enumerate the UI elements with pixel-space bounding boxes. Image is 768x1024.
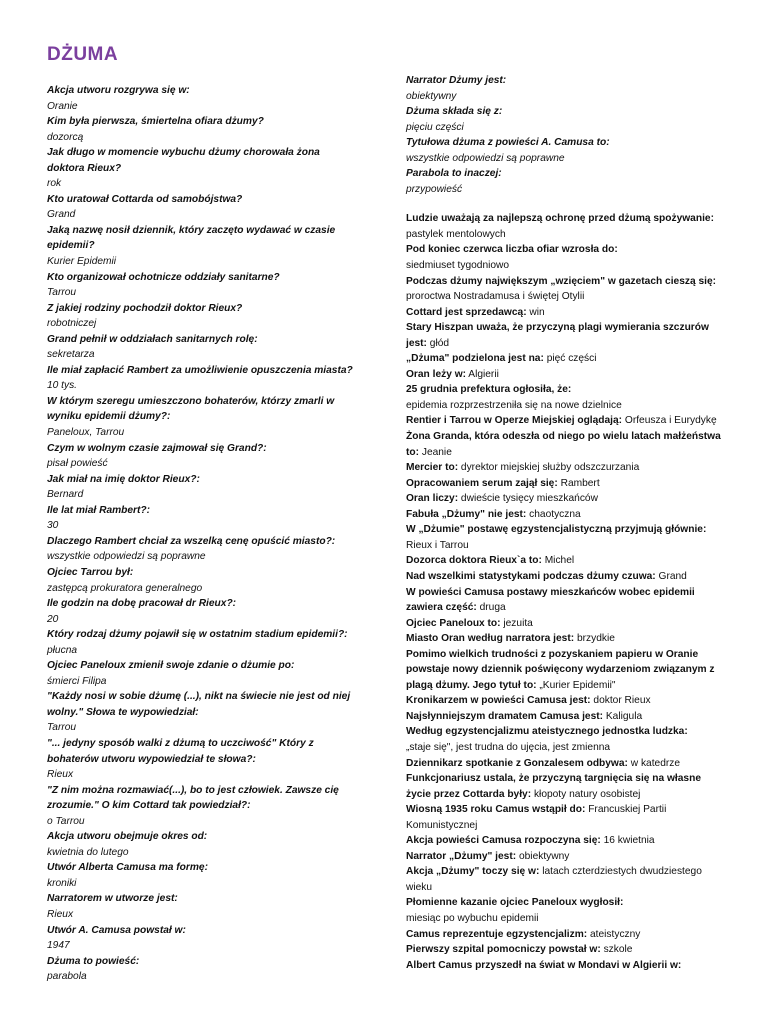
question: Ojciec Paneloux to:	[406, 617, 501, 629]
answer: chaotyczna	[526, 508, 581, 520]
question: W powieści Camusa postawy mieszkańców wobec epidemii zawiera część:	[406, 586, 695, 614]
answer: wszystkie odpowiedzi są poprawne	[406, 152, 565, 164]
answer: jezuita	[500, 617, 533, 629]
question: „Dżuma" podzielona jest na:	[406, 353, 544, 365]
question: Narratorem w utworze jest:	[47, 893, 178, 905]
qa-line	[406, 351, 726, 367]
answer: Oranie	[47, 100, 78, 112]
right-bottom-section	[406, 211, 726, 973]
answer: „Kurier Epidemii"	[536, 679, 616, 691]
answer: 10 tys.	[47, 380, 78, 392]
answer: pastylek mentolowych	[406, 228, 506, 240]
answer: sekretarza	[47, 349, 95, 361]
answer: 30	[47, 520, 59, 532]
answer: siedmiuset tygodniowo	[406, 260, 510, 272]
question: Ojciec Tarrou był:	[47, 566, 134, 578]
qa-line	[406, 367, 726, 383]
question: Stary Hiszpan uważa, że przyczyną plagi wymierania szczurów jest:	[406, 322, 709, 349]
qa-line	[406, 927, 726, 943]
question: Jaką nazwę nosił dziennik, który zaczęto wydawać w czasie epidemii?	[47, 224, 336, 252]
qa-line	[406, 522, 726, 553]
qa-line	[406, 942, 726, 958]
answer: Michel	[541, 555, 575, 567]
answer: parabola	[47, 971, 87, 983]
qa-line	[406, 864, 726, 895]
qa-line	[406, 460, 726, 476]
question: Kto uratował Cottarda od samobójstwa?	[47, 193, 243, 205]
question: Dlaczego Rambert chciał za wszelką cenę opuścić miasto?:	[47, 535, 336, 547]
answer: szkole	[600, 944, 633, 956]
question: Dziennikarz spotkanie z Gonzalesem odbywa:	[406, 757, 628, 769]
answer: „staje się", jest trudna do ujęcia, jest zmienna	[406, 741, 611, 753]
answer: brzydkie	[574, 633, 615, 645]
answer: płucna	[47, 644, 78, 656]
qa-line	[406, 491, 726, 507]
answer: głód	[426, 337, 450, 349]
question: Ile miał zapłacić Rambert za umożliwienie opuszczenia miasta?	[47, 364, 353, 376]
question: Jak długo w momencie wybuchu dżumy chorowała żona doktora Rieux?	[47, 147, 320, 174]
answer: Orfeusza i Eurydykę	[622, 415, 717, 427]
question: Mercier to:	[406, 462, 459, 474]
qa-line	[406, 382, 726, 413]
answer: doktor Rieux	[590, 695, 651, 707]
answer: przypowieść	[406, 183, 463, 195]
answer: kroniki	[47, 877, 77, 889]
answer: zastępcą prokuratora generalnego	[47, 582, 203, 594]
answer: obiektywny	[516, 850, 570, 862]
question: Jak miał na imię doktor Rieux?:	[47, 473, 200, 485]
answer: latach czterdziestych dwudziestego wieku	[406, 866, 702, 893]
question: Albert Camus przyszedł na świat w Mondavi w Algierii w:	[406, 959, 682, 971]
question: Fabuła „Dżumy" nie jest:	[406, 508, 527, 520]
answer: obiektywny	[406, 90, 457, 102]
qa-line	[406, 849, 726, 865]
answer: Kurier Epidemii	[47, 256, 117, 268]
question: Według egzystencjalizmu ateistycznego jednostka ludzka:	[406, 726, 688, 738]
qa-line	[406, 569, 726, 585]
answer: Bernard	[47, 489, 84, 501]
question: Utwór A. Camusa powstał w:	[47, 924, 186, 936]
qa-line	[406, 724, 726, 755]
answer: dozorcą	[47, 131, 84, 143]
question: Rentier i Tarrou w Operze Miejskiej oglądają:	[406, 415, 623, 427]
question: Czym w wolnym czasie zajmował się Grand?:	[47, 442, 267, 454]
qa-line	[406, 429, 726, 460]
question: Wiosną 1935 roku Camus wstąpił do:	[406, 804, 586, 816]
answer: Paneloux, Tarrou	[47, 427, 125, 439]
section-gap	[406, 197, 726, 211]
qa-line	[406, 553, 726, 569]
answer: wszystkie odpowiedzi są poprawne	[47, 551, 206, 563]
question: Ile godzin na dobę pracował dr Rieux?:	[47, 598, 237, 610]
answer: o Tarrou	[47, 815, 85, 827]
answer: Kaligula	[603, 710, 643, 722]
qa-line	[406, 476, 726, 492]
qa-line	[406, 616, 726, 632]
qa-line	[406, 211, 726, 242]
question: Podczas dżumy największym „wzięciem" w gazetach cieszą się:	[406, 275, 717, 287]
question: Z jakiej rodziny pochodził doktor Rieux?	[47, 302, 243, 314]
question: W „Dżumie" postawę egzystencjalistyczną przyjmują głównie:	[406, 524, 707, 536]
question: Najsłynniejszym dramatem Camusa jest:	[406, 710, 604, 722]
question: Cottard jest sprzedawcą:	[406, 306, 527, 318]
answer: dwieście tysięcy mieszkańców	[458, 493, 598, 505]
question: Dozorca doktora Rieux`a to:	[406, 555, 542, 567]
qa-line	[406, 274, 726, 305]
answer: Rieux	[47, 908, 74, 920]
answer: kłopoty natury osobistej	[531, 788, 641, 800]
qa-line	[406, 833, 726, 849]
question: Ile lat miał Rambert?:	[47, 504, 151, 516]
qa-line	[406, 631, 726, 647]
question: Pomimo wielkich trudności z pozyskaniem papieru w Oranie powstaje nowy dziennik poświęcony wydarzeniom związanym z plagą dżumy. Jego tytuł to:	[406, 648, 715, 691]
question: Pod koniec czerwca liczba ofiar wzrosła do:	[406, 244, 618, 256]
question: Tytułowa dżuma z powieści A. Camusa to:	[406, 137, 610, 149]
answer: robotniczej	[47, 318, 97, 330]
question: Który rodzaj dżumy pojawił się w ostatnim stadium epidemii?:	[47, 629, 348, 641]
question: Utwór Alberta Camusa ma formę:	[47, 862, 208, 874]
answer: Rieux i Tarrou	[406, 539, 469, 551]
answer: Grand	[47, 209, 76, 221]
question: Ojciec Paneloux zmienił swoje zdanie o dżumie po:	[47, 660, 295, 672]
question: Parabola to inaczej:	[406, 168, 502, 180]
question: Akcja „Dżumy" toczy się w:	[406, 866, 540, 878]
answer: Tarrou	[47, 287, 77, 299]
answer: Rambert	[557, 477, 600, 489]
question: W którym szeregu umieszczono bohaterów, którzy zmarli w wyniku epidemii dżumy?:	[47, 395, 335, 423]
question: Akcja powieści Camusa rozpoczyna się:	[406, 835, 601, 847]
answer: Tarrou	[47, 722, 77, 734]
qa-line	[406, 585, 726, 616]
qa-line	[406, 320, 726, 351]
question: Kto organizował ochotnicze oddziały sanitarne?	[47, 271, 280, 283]
answer: pięciu części	[406, 121, 464, 133]
qa-line	[406, 802, 726, 833]
qa-line	[406, 756, 726, 772]
question: Pierwszy szpital pomocniczy powstał w:	[406, 944, 601, 956]
question: Żona Granda, która odeszła od niego po wielu latach małżeństwa to:	[406, 431, 721, 458]
qa-line	[406, 958, 726, 974]
question: Dżuma to powieść:	[47, 955, 140, 967]
answer: 1947	[47, 940, 70, 952]
question: Funkcjonariusz ustala, że przyczyną targnięcia się na własne życie przez Cottarda były:	[406, 773, 701, 800]
qa-line	[406, 647, 726, 694]
question: Narrator Dżumy jest:	[406, 75, 507, 86]
answer: Algierii	[466, 368, 499, 380]
answer: Jeanie	[419, 446, 452, 458]
qa-line	[406, 413, 726, 429]
qa-line	[406, 507, 726, 523]
answer: Francuskiej Partii Komunistycznej	[406, 804, 667, 831]
question: Oran leży w:	[406, 368, 467, 380]
question: Kronikarzem w powieści Camusa jest:	[406, 695, 591, 707]
question: "Z nim można rozmawiać(...), bo to jest człowiek. Zawsze cię zrozumie." O kim Cottard tak powiedział?:	[47, 784, 339, 812]
qa-line	[406, 709, 726, 725]
question: "Każdy nosi w sobie dżumę (...), nikt na świecie nie jest od niej wolny." Słowa te wypowiedział:	[47, 691, 351, 718]
answer: 20	[47, 613, 59, 625]
question: Narrator „Dżumy" jest:	[406, 850, 517, 862]
answer: w katedrze	[627, 757, 681, 769]
qa-line	[406, 305, 726, 321]
answer: ateistyczny	[587, 928, 641, 940]
right-column	[406, 73, 726, 973]
question: Miasto Oran według narratora jest:	[406, 633, 575, 645]
answer: kwietnia do lutego	[47, 846, 129, 858]
answer: proroctwa Nostradamusa i świętej Otylii	[406, 291, 585, 303]
answer: win	[526, 306, 545, 318]
question: "... jedyny sposób walki z dżumą to uczciwość" Który z bohaterów utworu wypowiedział te słowa?:	[47, 737, 314, 765]
question: Opracowaniem serum zajął się:	[406, 477, 558, 489]
question: Nad wszelkimi statystykami podczas dżumy czuwa:	[406, 570, 656, 582]
answer: dyrektor miejskiej służby odszczurzania	[458, 462, 640, 474]
answer: pisał powieść	[47, 458, 108, 470]
question: Camus reprezentuje egzystencjalizm:	[406, 928, 588, 940]
qa-line	[406, 242, 726, 273]
qa-line	[406, 895, 726, 926]
question: Akcja utworu obejmuje okres od:	[47, 831, 208, 843]
question: 25 grudnia prefektura ogłosiła, że:	[406, 384, 572, 396]
right-top-section	[406, 73, 726, 197]
qa-line	[406, 693, 726, 709]
qa-line	[406, 771, 726, 802]
question: Akcja utworu rozgrywa się w:	[47, 85, 190, 96]
answer: Grand	[655, 570, 687, 582]
answer: druga	[476, 602, 506, 614]
question: Grand pełnił w oddziałach sanitarnych rolę:	[47, 333, 258, 345]
answer: śmierci Filipa	[47, 675, 107, 687]
answer: rok	[47, 178, 62, 190]
question: Dżuma składa się z:	[406, 106, 503, 118]
answer: miesiąc po wybuchu epidemii	[406, 912, 539, 924]
left-column	[47, 83, 357, 985]
answer: epidemia rozprzestrzeniła się na nowe dzielnice	[406, 399, 622, 411]
question: Ludzie uważają za najlepszą ochronę przed dżumą spożywanie:	[406, 213, 714, 225]
answer: Rieux	[47, 769, 74, 781]
answer: 16 kwietnia	[600, 835, 655, 847]
answer: pięć części	[543, 353, 597, 365]
document-title: DŻUMA	[47, 44, 119, 65]
question: Oran liczy:	[406, 493, 459, 505]
question: Kim była pierwsza, śmiertelna ofiara dżumy?	[47, 116, 264, 128]
question: Płomienne kazanie ojciec Paneloux wygłosił:	[406, 897, 624, 909]
